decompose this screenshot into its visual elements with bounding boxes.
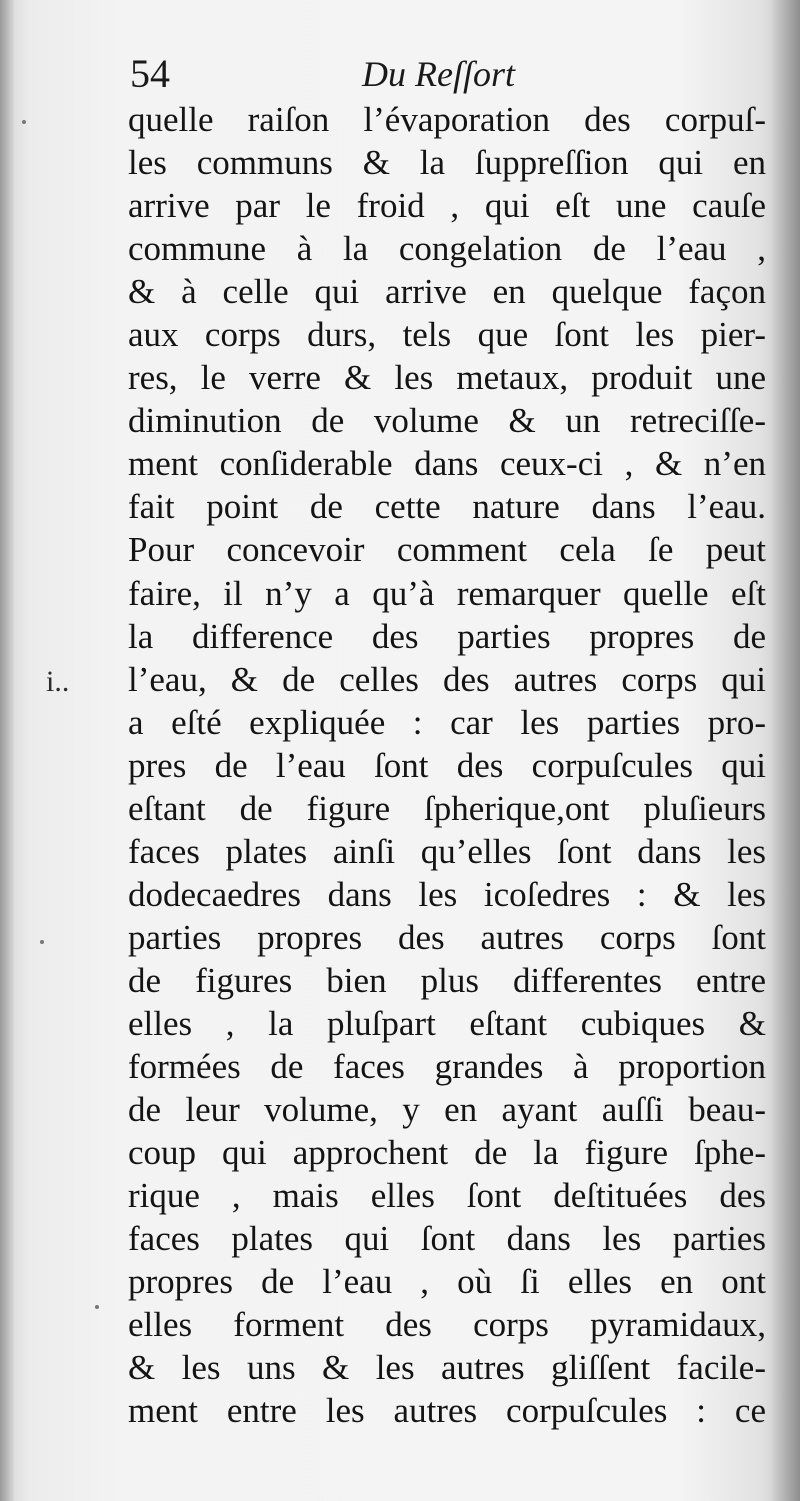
text-line: les communs & la ſuppreſſion qui en — [128, 143, 766, 183]
page-edge-shadow — [770, 0, 800, 1501]
text-line: & à celle qui arrive en quelque façon — [128, 272, 766, 312]
text-line: diminution de volume & un retreciſſe- — [128, 401, 766, 441]
text-line: pres de l’eau ſont des corpuſcules qui — [128, 745, 766, 785]
text-line: arrive par le froid , qui eſt une cauſe — [128, 186, 766, 226]
text-line: commune à la congelation de l’eau , — [128, 229, 766, 269]
paper-speck — [22, 120, 26, 124]
paper-speck — [40, 940, 44, 944]
text-line: ment conſiderable dans ceux-ci , & n’en — [128, 444, 766, 484]
text-line: dodecaedres dans les icoſedres : & les — [128, 874, 766, 914]
text-line: res, le verre & les metaux, produit une — [128, 358, 766, 398]
text-line: la difference des parties propres de — [128, 616, 766, 656]
text-line: rique , mais elles ſont deſtituées des — [128, 1176, 766, 1216]
text-line: a eſté expliquée : car les parties pro- — [128, 702, 766, 742]
text-line: ment entre les autres corpuſcules : ce — [128, 1391, 766, 1431]
text-line: & les uns & les autres gliſſent facile- — [128, 1348, 766, 1388]
text-line: eſtant de figure ſpherique,ont pluſieurs — [128, 788, 766, 828]
text-line: faces plates ainſi qu’elles ſont dans les — [128, 831, 766, 871]
page-number: 54 — [130, 51, 170, 96]
text-line: faire, il n’y a qu’à remarquer quelle eſt — [128, 573, 766, 613]
body-text — [128, 98, 766, 1432]
text-line: faces plates qui ſont dans les parties — [128, 1219, 766, 1259]
text-line: elles , la pluſpart eſtant cubiques & — [128, 1003, 766, 1043]
text-line: propres de l’eau , où ſi elles en ont — [128, 1262, 766, 1302]
text-line: quelle raiſon l’évaporation des corpuſ- — [128, 100, 766, 139]
margin-mark: i.. — [46, 665, 70, 698]
text-line: Pour concevoir comment cela ſe peut — [128, 530, 766, 570]
text-line: fait point de cette nature dans l’eau. — [128, 487, 766, 527]
text-line: coup qui approchent de la figure ſphe- — [128, 1133, 766, 1173]
text-line: formées de faces grandes à proportion — [128, 1047, 766, 1087]
page-header — [130, 50, 770, 98]
text-line: de leur volume, y en ayant auſſi beau- — [128, 1090, 766, 1130]
paper-speck — [95, 1305, 99, 1309]
page-gutter-shadow — [0, 0, 14, 1501]
text-line: de figures bien plus differentes entre — [128, 960, 766, 1000]
text-line: parties propres des autres corps ſont — [128, 917, 766, 957]
running-head: Du Reſſort — [362, 54, 515, 94]
text-line: l’eau, & de celles des autres corps qui — [128, 659, 766, 699]
text-line: aux corps durs, tels que ſont les pier- — [128, 315, 766, 355]
text-line: elles forment des corps pyramidaux, — [128, 1305, 766, 1345]
